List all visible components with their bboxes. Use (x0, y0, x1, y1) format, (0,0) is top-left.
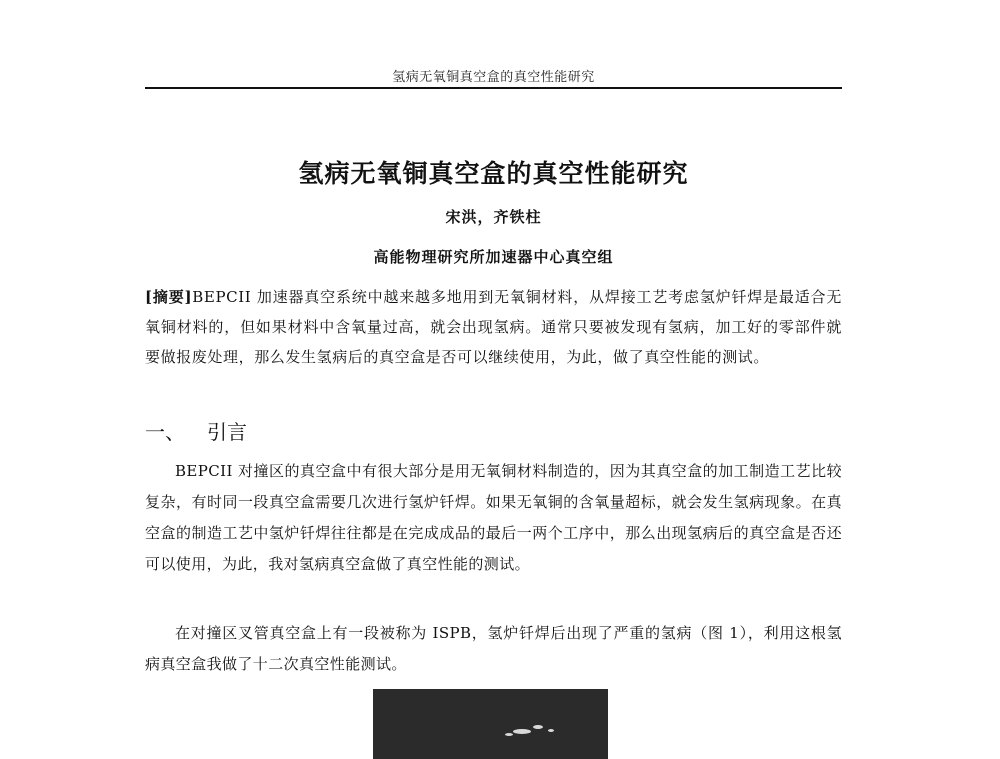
paper-title: 氢病无氧铜真空盒的真空性能研究 (298, 159, 689, 188)
body-paragraph: BEPCII 对撞区的真空盒中有很大部分是用无氧铜材料制造的，因为其真空盒的加工制造工艺比较复杂，有时同一段真空盒需要几次进行氢炉钎焊。如果无氧铜的含氧量超标，就会发生氢病现象。在真空盒的制造工艺中氢炉钎焊往往都是在完成成品的最后一两个工序中，那么出现氢病后的真空盒是否还可以使用，为此，我对氢病真空盒做了真空性能的测试。 (145, 462, 842, 573)
abstract (145, 282, 842, 372)
abstract-label: [摘要] (145, 288, 193, 306)
figure-highlight (548, 729, 554, 732)
running-header: 氢病无氧铜真空盒的真空性能研究 (392, 70, 595, 85)
affiliation: 高能物理研究所加速器中心真空组 (373, 248, 614, 266)
figure-highlight (513, 729, 531, 734)
abstract-text: BEPCII 加速器真空系统中越来越多地用到无氧铜材料，从焊接工艺考虑氢炉钎焊是最适合无氧铜材料的，但如果材料中含氧量过高，就会出现氢病。通常只要被发现有氢病，加工好的零部件就要做报废处理，那么发生氢病后的真空盒是否可以继续使用，为此，做了真空性能的测试。 (145, 288, 842, 366)
figure-highlight (533, 725, 543, 729)
section-title: 引言 (207, 420, 247, 444)
figure-photo (373, 689, 608, 759)
section-heading (145, 416, 247, 445)
section-number: 一、 (145, 420, 185, 444)
figure-highlight (505, 733, 513, 736)
header-rule (145, 87, 842, 89)
body-paragraph: 在对撞区叉管真空盒上有一段被称为 ISPB，氢炉钎焊后出现了严重的氢病（图 1），利用这根氢病真空盒我做了十二次真空性能测试。 (145, 624, 842, 673)
authors: 宋洪，齐铁柱 (445, 208, 542, 226)
